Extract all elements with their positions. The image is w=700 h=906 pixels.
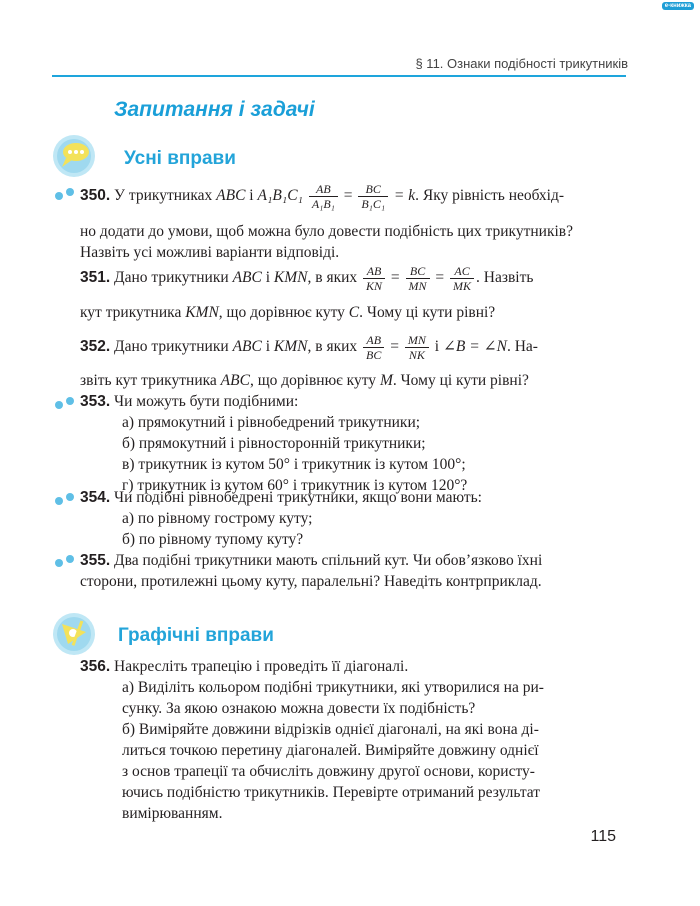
fraction: $\frac{MN}{NK}$ [405, 333, 429, 362]
exercise-350-line3: Назвіть усі можливі варіанти відповіді. [80, 244, 340, 261]
fraction: $\frac{BC}{\text{B₁C₁}}$ [358, 182, 388, 211]
difficulty-dots-icon [54, 187, 76, 201]
exercise-354-item: б) по рівному тупому куту? [122, 531, 304, 548]
exercise-354-question: 354. Чи подібні рівнобедрені трикутники, якщо вони мають: [80, 489, 482, 506]
exercise-352-line1: 352. Дано трикутники ABC і KMN, в яких $\frac{AB}{BC}$ = $\frac{MN}{NK}$ і ∠B = ∠N. На- [80, 333, 538, 362]
exercise-353-question: 353. Чи можуть бути подібними: [80, 393, 299, 410]
publisher-logo: e-книжка [662, 2, 694, 10]
page-number: 115 [590, 828, 616, 845]
running-head: § 11. Ознаки подібності трикутників [415, 56, 628, 71]
exercise-351-line1: 351. Дано трикутники ABC і KMN, в яких $\frac{AB}{KN}$ = $\frac{BC}{MN}$ = $\frac{AC}{MK}$ . Назвіть [80, 264, 534, 293]
header-rule [52, 75, 626, 77]
exercise-353-item: г) трикутник із кутом 60° і трикутник із кутом 120°? [122, 477, 468, 494]
drawing-tools-icon [52, 612, 96, 656]
exercise-350-line2: но додати до умови, щоб можна було довести подібність цих трикутників? [80, 223, 574, 240]
exercise-350-line1: 350. У трикутниках ABC і A₁B₁C₁ $\frac{AB}{\text{A₁B₁}}$ = $\frac{BC}{\text{B₁C₁}}$ = k. Яку рівність необхід- [80, 182, 565, 211]
exercise-356-question: 356. Накресліть трапецію і проведіть її діагоналі. [80, 658, 409, 675]
exercise-353-item: в) трикутник із кутом 50° і трикутник із кутом 100°; [122, 456, 466, 473]
exercise-351-line2: кут трикутника KMN, що дорівнює куту C. Чому ці кути рівні? [80, 304, 496, 321]
difficulty-dots-icon [54, 396, 76, 410]
exercise-353-item: б) прямокутний і рівносторонній трикутники; [122, 435, 426, 452]
section-graphic-heading: Графічні вправи [118, 625, 274, 646]
section-oral-heading: Усні вправи [124, 148, 236, 169]
exercise-353-item: а) прямокутний і рівнобедрений трикутники; [122, 414, 421, 431]
fraction: $\frac{BC}{MN}$ [406, 264, 430, 293]
fraction: $\frac{AB}{BC}$ [363, 333, 384, 362]
exercise-354-item: а) по рівному гострому куту; [122, 510, 313, 527]
speech-bubble-icon [52, 134, 96, 178]
main-title: Запитання і задачі [114, 98, 315, 121]
exercise-356-part-a: а) Виділіть кольором подібні трикутники, які утворилися на ри- сунку. За якою ознакою можна довести їх подібність? [122, 679, 544, 717]
fraction: $\frac{AB}{KN}$ [363, 264, 385, 293]
exercise-352-line2: звіть кут трикутника ABC, що дорівнює куту M. Чому ці кути рівні? [80, 372, 529, 389]
difficulty-dots-icon [54, 492, 76, 506]
fraction: $\frac{AB}{\text{A₁B₁}}$ [309, 182, 338, 211]
fraction: $\frac{AC}{MK}$ [450, 264, 474, 293]
exercise-356-part-b: б) Виміряйте довжини відрізків однієї діагоналі, на які вона ді- литься точкою перетину діагоналей. Виміряйте довжину однієї з основ трапеції та обчисліть довжину другої основи, користу- ючись подібністю трикутників. Перевірте отриманий результат вимірюванням. [122, 721, 541, 822]
exercise-355: 355. Два подібні трикутники мають спільний кут. Чи обов’язково їхні сторони, протилежні цьому куту, паралельні? Наведіть контрприклад. [80, 552, 543, 590]
difficulty-dots-icon [54, 554, 76, 568]
